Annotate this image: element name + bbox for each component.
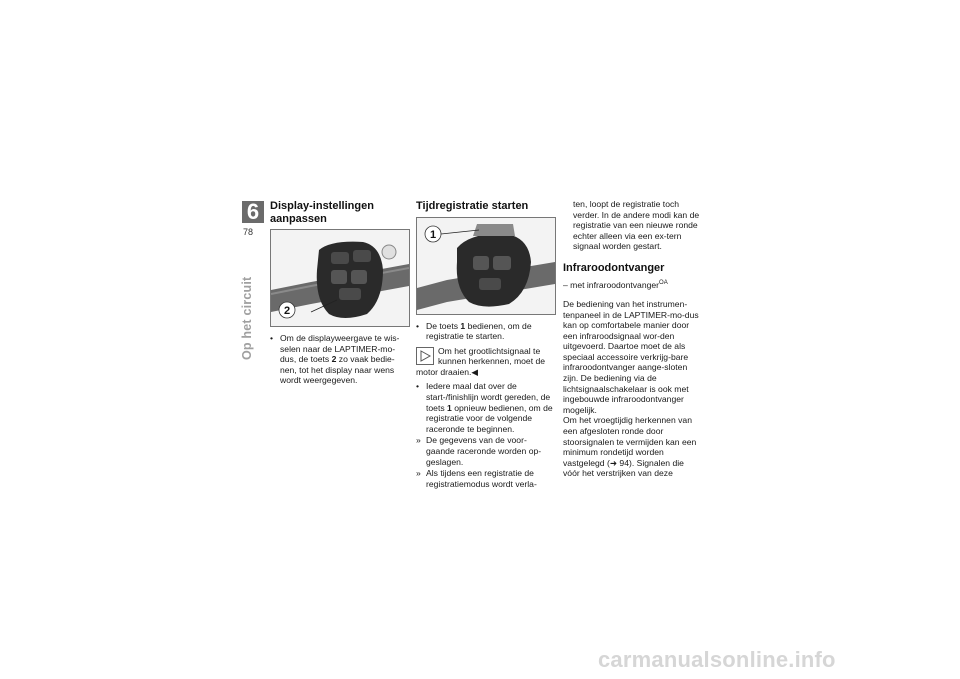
callout-2: 2 (283, 305, 291, 317)
handlebar-switch-photo-left (270, 229, 410, 327)
page-number: 78 (243, 227, 254, 237)
watermark: carmanualsonline.info (598, 647, 836, 672)
key-ref: 1 (447, 402, 452, 413)
bullet-dot: • (270, 333, 274, 343)
body-paragraph: Om het vroegtijdig herkennen van een afgesloten ronde door stoorsignalen te vermijden kan een minimum rondetijd worden vastgelegd (➜ 94). Signalen die vóór het verstrijken van deze (563, 415, 697, 479)
column-infrared (563, 200, 703, 479)
callout-1: 1 (429, 228, 437, 241)
heading-infrared: Infraroodontvanger (563, 261, 665, 274)
result-marker: » (416, 435, 421, 446)
result-marker: » (416, 468, 421, 479)
column-display-settings (270, 200, 408, 387)
page-reference: ➜ 94 (609, 457, 629, 468)
heading-time-registration: Tijdregistratie starten (416, 200, 529, 212)
list-item: • Om de displayweergave te wis-selen naar de LAPTIMER-mo-dus, de toets 2 zo vaak bedie-nen, tot het display naar wens wordt weergegeven. (270, 333, 400, 386)
key-ref: 1 (460, 320, 466, 331)
list-item: • De toets 1 bedienen, om de registratie te starten. (416, 320, 532, 342)
note-triangle-icon (416, 347, 434, 365)
option-superscript: OA (659, 280, 668, 287)
bullet-dot: • (416, 381, 420, 392)
list-item: • Iedere maal dat over de start-/finishlijn wordt gereden, de toets 1 opnieuw bedienen, om de registratie voor de volgende raceronde te beginnen. (416, 381, 553, 434)
chapter-number: 6 (242, 201, 264, 223)
column-time-registration (416, 200, 554, 490)
list-item: » Als tijdens een registratie de registratiemodus wordt verla- (416, 468, 537, 489)
heading-display-settings: Display-instellingen aanpassen (270, 200, 374, 225)
handlebar-switch-photo-right (416, 217, 556, 315)
end-mark: ◀ (471, 366, 479, 377)
chapter-side-title: Op het circuit (240, 276, 254, 360)
continuation-text: ten, loopt de registratie toch verder. In de andere modi kan de registratie van een nieuwe ronde echter alleen via een ex-tern signaal worden gestart. (573, 199, 700, 252)
key-ref: 2 (331, 354, 337, 365)
note-block (416, 346, 554, 378)
body-paragraph: De bediening van het instrumen-tenpaneel in de LAPTIMER-mo-dus kan op comfortabele manier door een infraroodsignaal wor-den uitgevoerd. Daartoe moet de als speciaal accessoire verkrijg-bare infraroodontvanger aange-sloten zijn. De bediening via de lichtsignaalschakelaar is ook met ingebouwde infraroodontvanger mogelijk. (563, 298, 699, 415)
option-line: – met infraroodontvanger$^{OA}$ (563, 280, 668, 291)
list-item: » De gegevens van de voor-gaande raceronde worden op-geslagen. (416, 435, 542, 467)
bullet-dot: • (416, 320, 420, 331)
note-text: Om het grootlichtsignaal te kunnen herkennen, moet de motor draaien. (416, 345, 546, 377)
